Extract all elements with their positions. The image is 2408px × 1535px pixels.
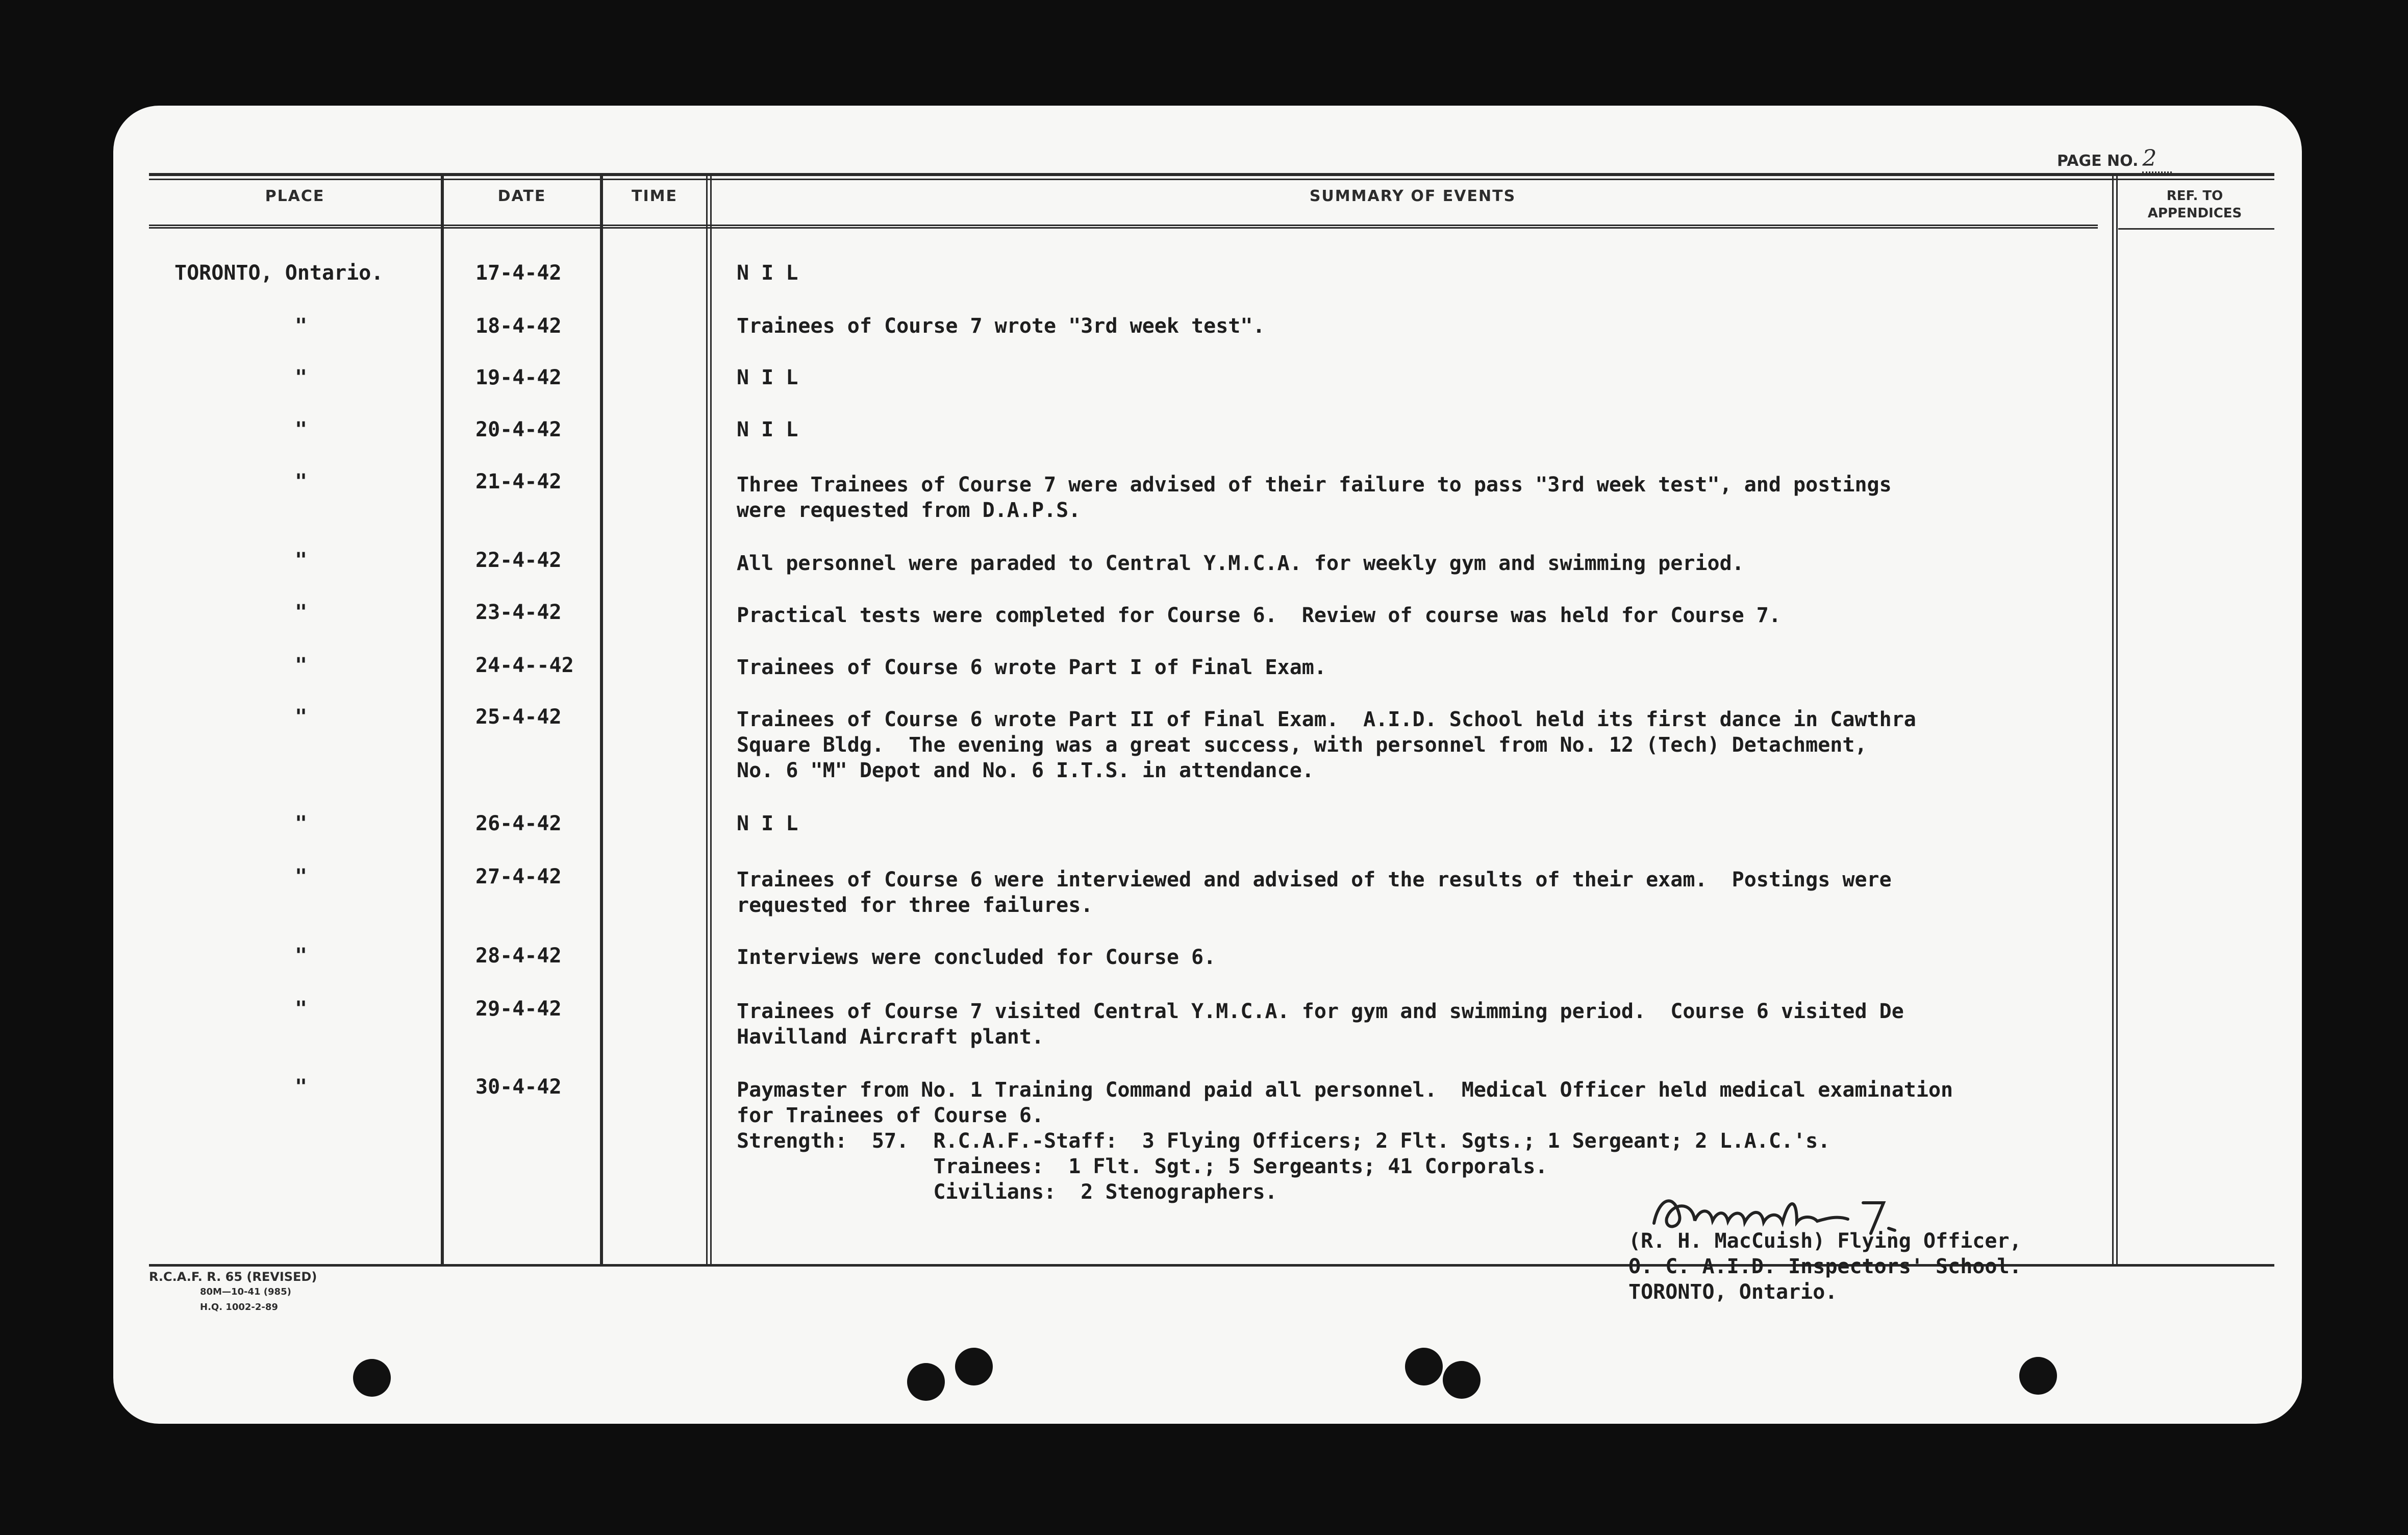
entry-summary: Interviews were concluded for Course 6. [737, 946, 1216, 969]
header-ref-appendices: REF. TO APPENDICES [2147, 188, 2242, 221]
entry-summary: Trainees of Course 6 wrote Part II of Final Exam. A.I.D. School held its first dance in Cawthra Square Bldg. The evening was a great success, with personnel from No. 12 (Tech) Detachment, No. 6 "M" Depot and No. 6 I.T.S. in attendance. [737, 708, 1916, 782]
ditto-mark: " [295, 654, 308, 677]
col-divider-place [441, 176, 444, 1266]
entry-place: TORONTO, Ontario. [174, 261, 384, 285]
entry-date: 29-4-42 [475, 997, 562, 1021]
form-print-code: 80M—10-41 (985) [200, 1286, 291, 1297]
col-divider-summary-b [2116, 176, 2118, 1266]
punch-hole [955, 1348, 993, 1385]
entry-date: 19-4-42 [475, 366, 562, 389]
top-rule-thin [149, 179, 2274, 180]
entry-date: 30-4-42 [475, 1075, 562, 1099]
header-summary: SUMMARY OF EVENTS [1309, 187, 1516, 205]
ditto-mark: " [295, 470, 308, 493]
header-place: PLACE [265, 187, 325, 205]
entry-summary: Trainees of Course 7 visited Central Y.M.C.A. for gym and swimming period. Course 6 visited De Havilland Aircraft plant. [737, 1000, 1904, 1049]
ditto-mark: " [295, 865, 308, 888]
entry-date: 17-4-42 [475, 261, 562, 285]
col-divider-date [600, 176, 603, 1266]
header-rule-ref [2118, 228, 2274, 230]
punch-hole [2019, 1357, 2057, 1395]
entry-date: 26-4-42 [475, 812, 562, 835]
entry-date: 25-4-42 [475, 705, 562, 729]
entry-summary: N I L [737, 366, 798, 389]
page-number [2057, 145, 2172, 171]
form-number: R.C.A.F. R. 65 (REVISED) [149, 1270, 317, 1284]
ditto-mark: " [295, 812, 308, 835]
top-rule [149, 173, 2274, 176]
form-hq-code: H.Q. 1002-2-89 [200, 1302, 278, 1313]
header-time: TIME [632, 187, 678, 205]
ditto-mark: " [295, 418, 308, 441]
entry-summary: Three Trainees of Course 7 were advised of their failure to pass "3rd week test", and postings were requested from D.A.P.S. [737, 473, 1892, 522]
entry-summary: Trainees of Course 6 wrote Part I of Final Exam. [737, 656, 1326, 679]
ditto-mark: " [295, 705, 308, 729]
entry-summary: N I L [737, 261, 798, 285]
entry-date: 20-4-42 [475, 418, 562, 441]
entry-summary: Paymaster from No. 1 Training Command paid all personnel. Medical Officer held medical examination for Trainees of Course 6. Strength: 57. R.C.A.F.-Staff: 3 Flying Officers; 2 Flt. Sgts.; 1 Sergeant; 2 L.A.C.'s. Trainees: 1 Flt. Sgt.; 5 Sergeants; 41 Corporals. Civilians: 2 Stenographers. [737, 1078, 1953, 1204]
punch-hole [1443, 1361, 1481, 1399]
ditto-mark: " [295, 997, 308, 1021]
entry-date: 21-4-42 [475, 470, 562, 493]
col-divider-time-b [710, 176, 712, 1266]
ditto-mark: " [295, 314, 308, 338]
punch-hole [907, 1363, 945, 1401]
header-date: DATE [497, 187, 546, 205]
entry-summary: N I L [737, 812, 798, 835]
entry-summary: Practical tests were completed for Course 6. Review of course was held for Course 7. [737, 604, 1781, 627]
ditto-mark: " [295, 366, 308, 389]
signature-block: (R. H. MacCuish) Flying Officer, O. C. A.I.D. Inspectors' School. TORONTO, Ontario. [1628, 1229, 2022, 1304]
diary-card [113, 106, 2302, 1424]
punch-hole [353, 1359, 391, 1397]
col-divider-summary-a [2112, 176, 2114, 1266]
ditto-mark: " [295, 549, 308, 572]
page-number-label: PAGE NO. [2057, 152, 2139, 170]
entry-date: 24-4--42 [475, 654, 574, 677]
form-footer [149, 1269, 317, 1315]
col-divider-time-a [706, 176, 708, 1266]
ditto-mark: " [295, 1075, 308, 1099]
entry-date: 18-4-42 [475, 314, 562, 338]
entry-summary: Trainees of Course 6 were interviewed and advised of the results of their exam. Postings were requested for three failures. [737, 868, 1892, 917]
entry-date: 28-4-42 [475, 944, 562, 968]
entry-date: 22-4-42 [475, 549, 562, 572]
entry-summary: N I L [737, 418, 798, 441]
ditto-mark: " [295, 944, 308, 968]
entry-date: 23-4-42 [475, 601, 562, 624]
entry-summary: Trainees of Course 7 wrote "3rd week test". [737, 314, 1265, 338]
ditto-mark: " [295, 601, 308, 624]
entry-date: 27-4-42 [475, 865, 562, 888]
page-number-value: 2 [2142, 145, 2172, 173]
entry-summary: All personnel were paraded to Central Y.M.C.A. for weekly gym and swimming period. [737, 552, 1744, 575]
punch-hole [1405, 1348, 1443, 1385]
